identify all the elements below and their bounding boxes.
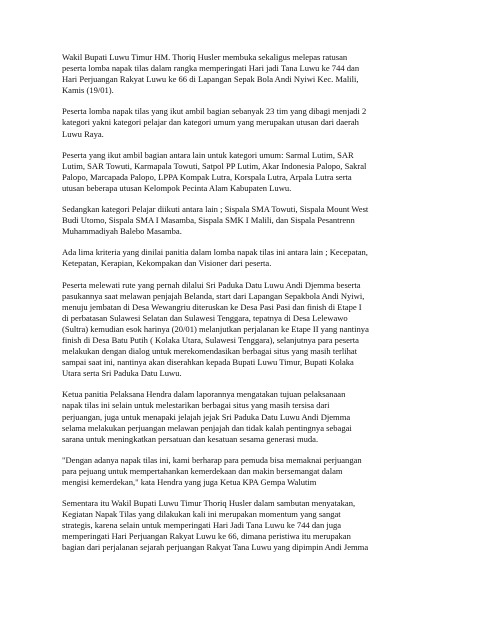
paragraph — [62, 150, 442, 194]
text-line: strategis, karena selain untuk memperingati Hari Jadi Tana Luwu ke 744 dan juga — [62, 520, 342, 531]
text-line: Sedangkan kategori Pelajar diikuti antara lain ; Sispala SMA Towuti, Sispala Mount West — [62, 204, 369, 215]
text-line: mengisi kemerdekan," kata Hendra yang juga Ketua KPA Gempa Walutim — [62, 477, 317, 487]
paragraph — [62, 498, 442, 553]
text-line: menuju jembatan di Desa Wewangriu diteruskan ke Desa Pasi Pasi dan finish di Etape I — [62, 301, 362, 312]
paragraph — [62, 52, 442, 96]
text-line: perjuangan, juga untuk menapaki jelajah jejak Sri Paduka Datu Luwu Andi Djemma — [62, 411, 351, 422]
paragraph — [62, 247, 442, 269]
text-line: melakukan dengan dialog untuk merekomendasikan berbagai situs yang masih terlihat — [62, 346, 358, 357]
text-line: (Sultra) kemudian esok harinya (20/01) melanjutkan perjalanan ke Etape II yang nantinya — [62, 323, 369, 334]
text-line: Wakil Bupati Luwu Timur HM. Thoriq Husler membuka sekaligus melepas ratusan — [62, 52, 348, 62]
text-line: Ketua panitia Pelaksana Hendra dalam laporannya mengatakan tujuan pelaksanaan — [62, 389, 346, 400]
text-line: sarana untuk meningkatkan persatuan dan kesatuan sesama generasi muda. — [62, 433, 319, 444]
text-line: pasukannya saat melawan penjajah Belanda, start dari Lapangan Sepakbola Andi Nyiwi, — [62, 290, 365, 301]
text-line: peserta lomba napak tilas dalam rangka memperingati Hari jadi Tana Luwu ke 744 dan — [62, 63, 360, 74]
text-line: Utara serta Sri Paduka Datu Luwu. — [62, 368, 182, 379]
text-line: Kamis (19/01). — [62, 85, 114, 96]
text-line: Luwu Raya. — [62, 128, 104, 139]
text-line: Muhammadiyah Balebo Masamba. — [62, 226, 182, 237]
paragraph — [62, 455, 442, 488]
text-line: Hari Perjuangan Rakyat Luwu ke 66 di Lapangan Sepak Bola Andi Nyiwi Kec. Malili, — [62, 74, 359, 85]
text-line: Budi Utomo, Sispala SMA I Masamba, Sispala SMK I Malili, dan Sispala Pesantrenn — [62, 215, 355, 226]
paragraph — [62, 106, 442, 139]
text-line: finish di Desa Batu Putih ( Kolaka Utara, Sulawesi Tenggara), selanjutnya para peserta — [62, 334, 359, 345]
text-line: utusan beberapa utusan Kelompok Pecinta Alam Kabupaten Luwu. — [62, 182, 292, 193]
document-body — [62, 52, 442, 564]
text-line: para pejuang untuk mempertahankan kemerdekaan dan makin bersemangat dalam — [62, 465, 343, 476]
text-line: sampai saat ini, nantinya akan diserahkan kepada Bupati Luwu Timur, Bupati Kolaka — [62, 357, 354, 368]
text-line: bagian dari perjalanan sejarah perjuangan Rakyat Tana Luwu yang dipimpin Andi Jemma — [62, 542, 369, 553]
text-line: memperingati Hari Perjuangan Rakyat Luwu ke 66, dimana peristiwa itu merupakan — [62, 531, 351, 542]
text-line: Kegiatan Napak Tilas yang dilakukan kali ini merupakan momentum yang sangat — [62, 509, 341, 520]
text-line: Peserta melewati rute yang pernah dilalui Sri Paduka Datu Luwu Andi Djemma beserta — [62, 279, 361, 290]
text-line: Sementara itu Wakil Bupati Luwu Timur Thoriq Husler dalam sambutan menyatakan, — [62, 498, 356, 509]
text-line: di perbatasan Sulawesi Selatan dan Sulawesi Tenggara, tepatnya di Desa Lelewawo — [62, 312, 348, 323]
text-line: selama melakukan perjuangan melawan penjajah dan tidak kalah pentingnya sebagai — [62, 422, 352, 433]
text-line: Peserta yang ikut ambil bagian antara lain untuk kategori umum: Sarmal Lutim, SAR — [62, 149, 354, 160]
text-line: napak tilas ini selain untuk melestarikan berbagai situs yang masih tersisa dari — [62, 400, 330, 411]
text-line: "Dengan adanya napak tilas ini, kami berharap para pemuda bisa memaknai perjuangan — [62, 454, 362, 465]
paragraph — [62, 280, 442, 380]
paragraph — [62, 389, 442, 444]
text-line: Ada lima kriteria yang dinilai panitia dalam lomba napak tilas ini antara lain ; Kecepatan, — [62, 247, 368, 258]
text-line: Lutim, SAR Towuti, Karmapala Towuti, Satpol PP Lutim, Akar Indonesia Palopo, Sakral — [62, 160, 367, 171]
text-line: kategori yakni kategori pelajar dan kategori umum yang merupakan utusan dari daerah — [62, 117, 359, 128]
text-line: Ketepatan, Kerapian, Kekompakan dan Visioner dari peserta. — [62, 258, 272, 269]
paragraph — [62, 204, 442, 237]
text-line: Peserta lomba napak tilas yang ikut ambil bagian sebanyak 23 tim yang dibagi menjadi 2 — [62, 106, 367, 117]
text-line: Palopo, Marcapada Palopo, LPPA Kompak Lutra, Korspala Lutra, Arpala Lutra serta — [62, 171, 352, 182]
